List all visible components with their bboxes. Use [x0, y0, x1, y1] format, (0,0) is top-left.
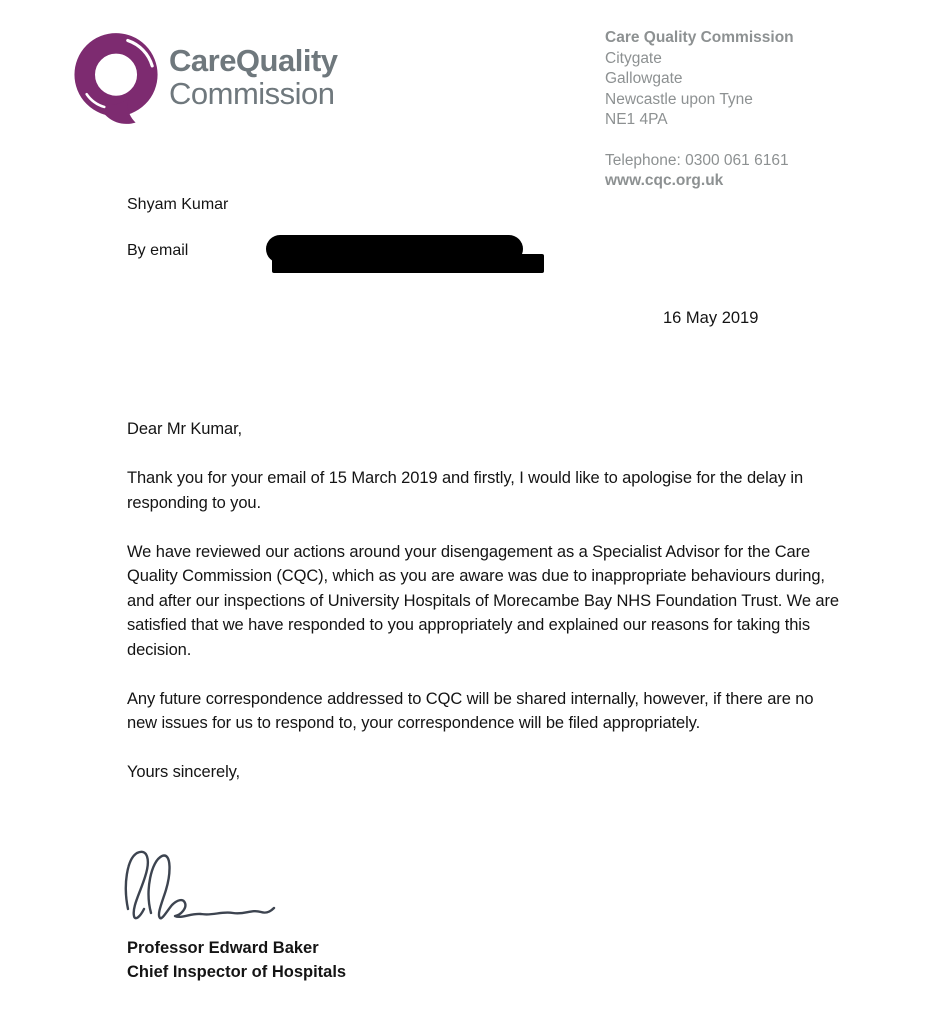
cqc-wordmark-line1: CareQuality — [169, 43, 338, 78]
signatory-title: Chief Inspector of Hospitals — [127, 962, 347, 981]
sender-website: www.cqc.org.uk — [605, 172, 724, 189]
sender-address-line: Newcastle upon Tyne — [605, 90, 753, 108]
cqc-logo — [73, 33, 338, 132]
closing: Yours sincerely, — [127, 763, 241, 781]
by-email-label: By email — [127, 242, 189, 259]
cqc-q-logo-icon — [73, 33, 161, 132]
redaction-blob — [272, 254, 544, 273]
by-email-row — [127, 241, 564, 277]
email-redaction-block — [204, 241, 564, 277]
sender-org-name: Care Quality Commission — [605, 29, 794, 46]
body-paragraph: We have reviewed our actions around your disengagement as a Specialist Advisor for the Care Quality Commission (CQC), which as you are aware was due to inappropriate behaviours during, and after our inspections of University Hospitals of Morecambe Bay NHS Foundation Trust. We are satisfied that we have responded to you appropriately and explained our reasons for taking this decision. — [127, 542, 839, 659]
sender-address-block — [605, 28, 794, 192]
signatory-block — [127, 937, 346, 984]
sender-telephone: Telephone: 0300 061 6161 — [605, 151, 789, 169]
letter-body — [127, 417, 843, 809]
body-paragraph: Thank you for your email of 15 March 2019 and firstly, I would like to apologise for the delay in responding to you. — [127, 469, 804, 512]
salutation: Dear Mr Kumar, — [127, 420, 243, 438]
body-paragraph: Any future correspondence addressed to CQC will be shared internally, however, if there are no new issues for us to respond to, your correspondence will be filed appropriately. — [127, 689, 814, 732]
signature-image — [121, 845, 279, 937]
sender-address-line: Gallowgate — [605, 70, 683, 87]
signatory-name: Professor Edward Baker — [127, 939, 319, 957]
cqc-wordmark — [169, 44, 338, 110]
sender-address-line: NE1 4PA — [605, 111, 668, 128]
sender-address-line: Citygate — [605, 49, 662, 67]
recipient-name: Shyam Kumar — [127, 196, 229, 213]
cqc-wordmark-line2: Commission — [169, 76, 335, 111]
letter-date: 16 May 2019 — [663, 309, 759, 327]
